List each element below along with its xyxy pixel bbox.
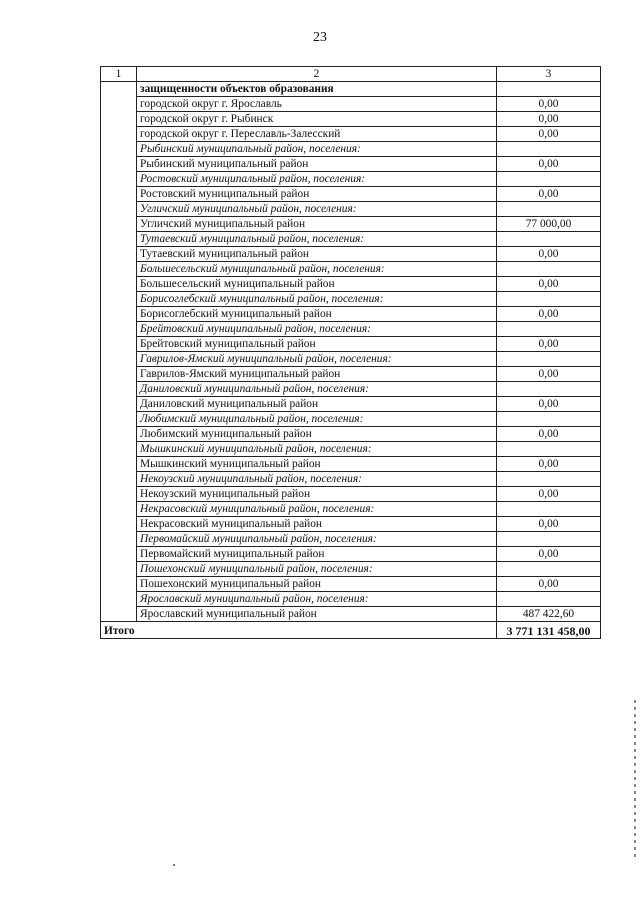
row-index-cell <box>101 472 137 487</box>
table-row <box>101 82 601 97</box>
table-row <box>101 397 601 412</box>
table-row <box>101 337 601 352</box>
row-value-cell: 0,00 <box>497 187 601 202</box>
row-name-cell: Угличский муниципальный район, поселения: <box>137 202 497 217</box>
page-number: 23 <box>313 30 327 45</box>
table-row <box>101 577 601 592</box>
table-group-row <box>101 412 601 427</box>
table-group-row <box>101 352 601 367</box>
table-row <box>101 427 601 442</box>
row-value-cell: 0,00 <box>497 277 601 292</box>
table-group-row <box>101 502 601 517</box>
table-row <box>101 547 601 562</box>
row-value-cell <box>497 382 601 397</box>
row-value-cell <box>497 322 601 337</box>
table-group-row <box>101 232 601 247</box>
row-value-cell: 0,00 <box>497 367 601 382</box>
row-name-cell: Некрасовский муниципальный район, поселения: <box>137 502 497 517</box>
row-name-cell: Ростовский муниципальный район, поселения: <box>137 172 497 187</box>
row-index-cell <box>101 487 137 502</box>
table-row <box>101 367 601 382</box>
table-group-row <box>101 292 601 307</box>
row-index-cell <box>101 97 137 112</box>
row-name-cell: Даниловский муниципальный район, поселения: <box>137 382 497 397</box>
row-index-cell <box>101 82 137 97</box>
table-row <box>101 247 601 262</box>
table-group-row <box>101 382 601 397</box>
row-index-cell <box>101 592 137 607</box>
row-index-cell <box>101 322 137 337</box>
row-value-cell: 0,00 <box>497 97 601 112</box>
row-name-cell: Ярославский муниципальный район, поселения: <box>137 592 497 607</box>
table-group-row <box>101 142 601 157</box>
row-index-cell <box>101 157 137 172</box>
table-row <box>101 307 601 322</box>
row-value-cell: 0,00 <box>497 157 601 172</box>
row-index-cell <box>101 247 137 262</box>
row-value-cell <box>497 262 601 277</box>
row-value-cell: 0,00 <box>497 127 601 142</box>
row-value-cell: 487 422,60 <box>497 607 601 622</box>
table-group-row <box>101 532 601 547</box>
row-value-cell <box>497 562 601 577</box>
row-index-cell <box>101 172 137 187</box>
row-name-cell: Пошехонский муниципальный район, поселения: <box>137 562 497 577</box>
row-value-cell <box>497 142 601 157</box>
row-name-cell: защищенности объектов образования <box>137 82 497 97</box>
row-name-cell: Любимский муниципальный район, поселения: <box>137 412 497 427</box>
row-name-cell: городской округ г. Переславль-Залесский <box>137 127 497 142</box>
row-name-cell: Некоузский муниципальный район, поселения: <box>137 472 497 487</box>
row-value-cell <box>497 412 601 427</box>
row-name-cell: Рыбинский муниципальный район <box>137 157 497 172</box>
row-index-cell <box>101 382 137 397</box>
table-group-row <box>101 202 601 217</box>
row-value-cell <box>497 172 601 187</box>
row-name-cell: Борисоглебский муниципальный район <box>137 307 497 322</box>
row-value-cell <box>497 442 601 457</box>
row-index-cell <box>101 187 137 202</box>
table-row <box>101 277 601 292</box>
table-row <box>101 97 601 112</box>
row-value-cell: 0,00 <box>497 112 601 127</box>
table-group-row <box>101 172 601 187</box>
row-index-cell <box>101 532 137 547</box>
row-value-cell <box>497 292 601 307</box>
row-index-cell <box>101 262 137 277</box>
row-value-cell <box>497 232 601 247</box>
row-index-cell <box>101 547 137 562</box>
table-row <box>101 607 601 622</box>
table-row <box>101 457 601 472</box>
row-index-cell <box>101 217 137 232</box>
row-index-cell <box>101 517 137 532</box>
row-value-cell: 0,00 <box>497 397 601 412</box>
row-name-cell: Первомайский муниципальный район <box>137 547 497 562</box>
row-index-cell <box>101 397 137 412</box>
row-index-cell <box>101 607 137 622</box>
row-index-cell <box>101 142 137 157</box>
row-value-cell: 0,00 <box>497 547 601 562</box>
row-value-cell <box>497 592 601 607</box>
total-row <box>101 622 601 639</box>
column-header-3: 3 <box>497 67 601 82</box>
row-value-cell: 0,00 <box>497 307 601 322</box>
table-group-row <box>101 562 601 577</box>
row-index-cell <box>101 577 137 592</box>
table-row <box>101 217 601 232</box>
row-value-cell: 0,00 <box>497 577 601 592</box>
row-value-cell: 77 000,00 <box>497 217 601 232</box>
row-name-cell: городской округ г. Ярославль <box>137 97 497 112</box>
row-name-cell: Пошехонский муниципальный район <box>137 577 497 592</box>
row-name-cell: Большесельский муниципальный район <box>137 277 497 292</box>
row-index-cell <box>101 307 137 322</box>
row-value-cell: 0,00 <box>497 517 601 532</box>
row-name-cell: Даниловский муниципальный район <box>137 397 497 412</box>
table-row <box>101 127 601 142</box>
table-row <box>101 187 601 202</box>
scan-dust-dot <box>173 864 175 866</box>
row-value-cell: 0,00 <box>497 337 601 352</box>
table-body <box>101 67 601 639</box>
scan-edge-mark <box>634 700 636 860</box>
row-index-cell <box>101 292 137 307</box>
row-value-cell: 0,00 <box>497 427 601 442</box>
row-index-cell <box>101 112 137 127</box>
row-name-cell: Брейтовский муниципальный район <box>137 337 497 352</box>
table-group-row <box>101 472 601 487</box>
row-index-cell <box>101 337 137 352</box>
row-index-cell <box>101 352 137 367</box>
column-header-1: 1 <box>101 67 137 82</box>
row-name-cell: Угличский муниципальный район <box>137 217 497 232</box>
row-index-cell <box>101 457 137 472</box>
row-index-cell <box>101 127 137 142</box>
budget-table <box>100 66 601 639</box>
row-name-cell: Любимский муниципальный район <box>137 427 497 442</box>
row-name-cell: Брейтовский муниципальный район, поселения: <box>137 322 497 337</box>
row-value-cell <box>497 352 601 367</box>
row-value-cell <box>497 82 601 97</box>
row-name-cell: Ярославский муниципальный район <box>137 607 497 622</box>
row-name-cell: Ростовский муниципальный район <box>137 187 497 202</box>
total-value: 3 771 131 458,00 <box>497 622 601 639</box>
row-value-cell: 0,00 <box>497 247 601 262</box>
table-row <box>101 517 601 532</box>
row-name-cell: Гаврилов-Ямский муниципальный район, поселения: <box>137 352 497 367</box>
row-value-cell <box>497 502 601 517</box>
table-header-row <box>101 67 601 82</box>
row-name-cell: Борисоглебский муниципальный район, поселения: <box>137 292 497 307</box>
row-index-cell <box>101 232 137 247</box>
column-header-2: 2 <box>137 67 497 82</box>
row-index-cell <box>101 562 137 577</box>
row-name-cell: Тутаевский муниципальный район, поселения: <box>137 232 497 247</box>
row-value-cell: 0,00 <box>497 457 601 472</box>
table-group-row <box>101 322 601 337</box>
row-value-cell <box>497 532 601 547</box>
row-name-cell: городской округ г. Рыбинск <box>137 112 497 127</box>
row-index-cell <box>101 277 137 292</box>
row-name-cell: Первомайский муниципальный район, поселения: <box>137 532 497 547</box>
row-index-cell <box>101 442 137 457</box>
row-name-cell: Рыбинский муниципальный район, поселения: <box>137 142 497 157</box>
row-name-cell: Мышкинский муниципальный район, поселения: <box>137 442 497 457</box>
row-index-cell <box>101 502 137 517</box>
total-label: Итого <box>101 622 497 639</box>
row-name-cell: Гаврилов-Ямский муниципальный район <box>137 367 497 382</box>
table-group-row <box>101 262 601 277</box>
table-row <box>101 487 601 502</box>
row-value-cell: 0,00 <box>497 487 601 502</box>
row-value-cell <box>497 472 601 487</box>
table-group-row <box>101 592 601 607</box>
row-name-cell: Некоузский муниципальный район <box>137 487 497 502</box>
row-index-cell <box>101 427 137 442</box>
row-name-cell: Некрасовский муниципальный район <box>137 517 497 532</box>
table-row <box>101 157 601 172</box>
row-name-cell: Мышкинский муниципальный район <box>137 457 497 472</box>
table-group-row <box>101 442 601 457</box>
row-index-cell <box>101 202 137 217</box>
row-name-cell: Большесельский муниципальный район, поселения: <box>137 262 497 277</box>
row-value-cell <box>497 202 601 217</box>
row-index-cell <box>101 412 137 427</box>
table-row <box>101 112 601 127</box>
row-index-cell <box>101 367 137 382</box>
row-name-cell: Тутаевский муниципальный район <box>137 247 497 262</box>
